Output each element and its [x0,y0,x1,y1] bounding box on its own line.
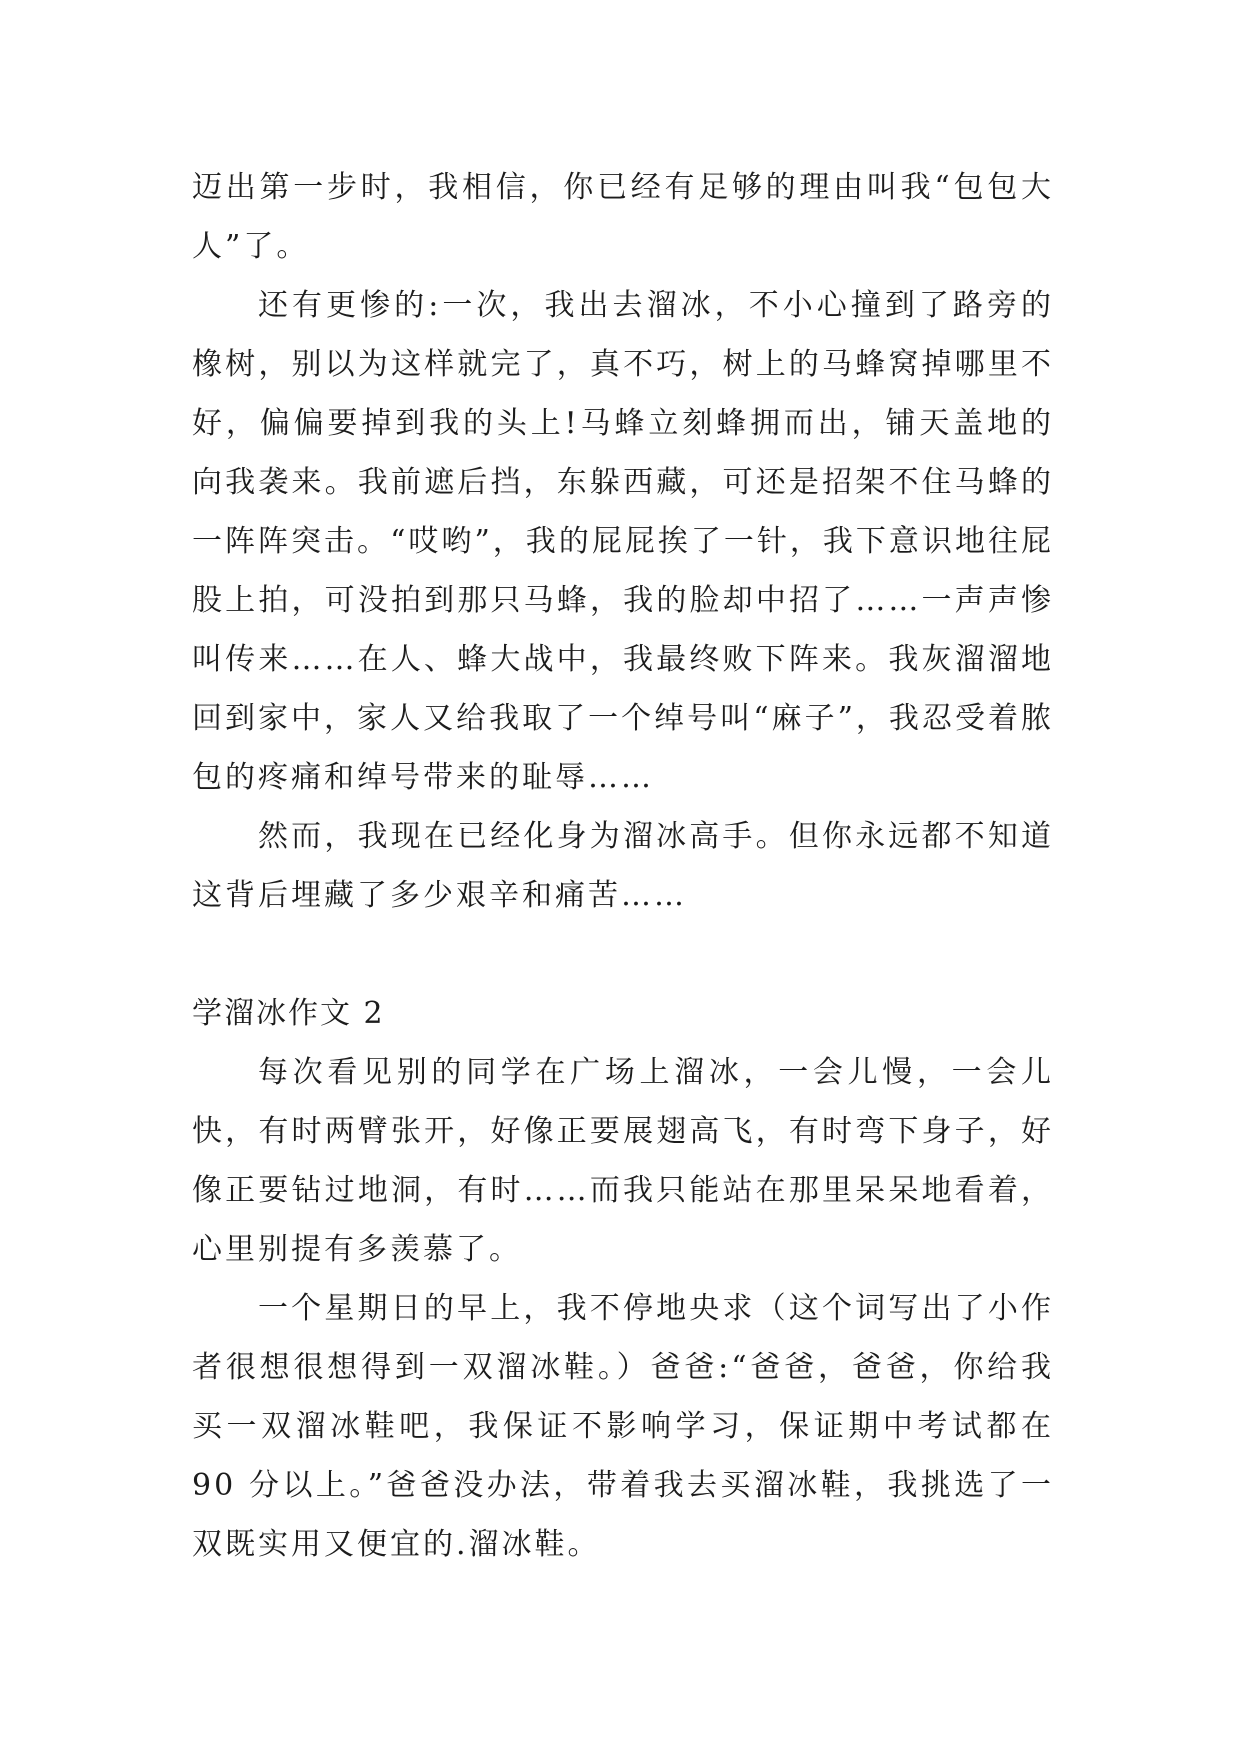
paragraph-skating-master: 然而，我现在已经化身为溜冰高手。但你永远都不知道这背后埋藏了多少艰辛和痛苦…… [192,819,1054,913]
paragraph-watching-classmates: 每次看见别的同学在广场上溜冰，一会儿慢，一会儿快，有时两臂张开，好像正要展翅高飞，有时弯下身子，好像正要钻过地洞，有时……而我只能站在那里呆呆地看着，心里别提有多羡慕了。 [192,1055,1054,1267]
section-heading: 学溜冰作文 2 [192,996,385,1031]
section-spacer [192,925,1054,984]
paragraph-continuation: 迈出第一步时，我相信，你已经有足够的理由叫我“包包大人”了。 [192,170,1054,264]
paragraph-bee-attack: 还有更惨的:一次，我出去溜冰，不小心撞到了路旁的橡树，别以为这样就完了，真不巧，树上的马蜂窝掉哪里不好，偏偏要掉到我的头上!马蜂立刻蜂拥而出，铺天盖地的向我袭来。我前遮后挡，东躲西藏，可还是招架不住马蜂的一阵阵突击。“哎哟”，我的屁屁挨了一针，我下意识地往屁股上拍，可没拍到那只马蜂，我的脸却中招了……一声声惨叫传来……在人、蜂大战中，我最终败下阵来。我灰溜溜地回到家中，家人又给我取了一个绰号叫“麻子”，我忍受着脓包的疼痛和绰号带来的耻辱…… [192,288,1054,795]
document-body [192,158,1054,1574]
paragraph-buying-skates: 一个星期日的早上，我不停地央求（这个词写出了小作者很想很想得到一双溜冰鞋。）爸爸:“爸爸，爸爸，你给我买一双溜冰鞋吧，我保证不影响学习，保证期中考试都在 90 分以上。”爸爸没办法，带着我去买溜冰鞋，我挑选了一双既实用又便宜的.溜冰鞋。 [192,1291,1054,1562]
